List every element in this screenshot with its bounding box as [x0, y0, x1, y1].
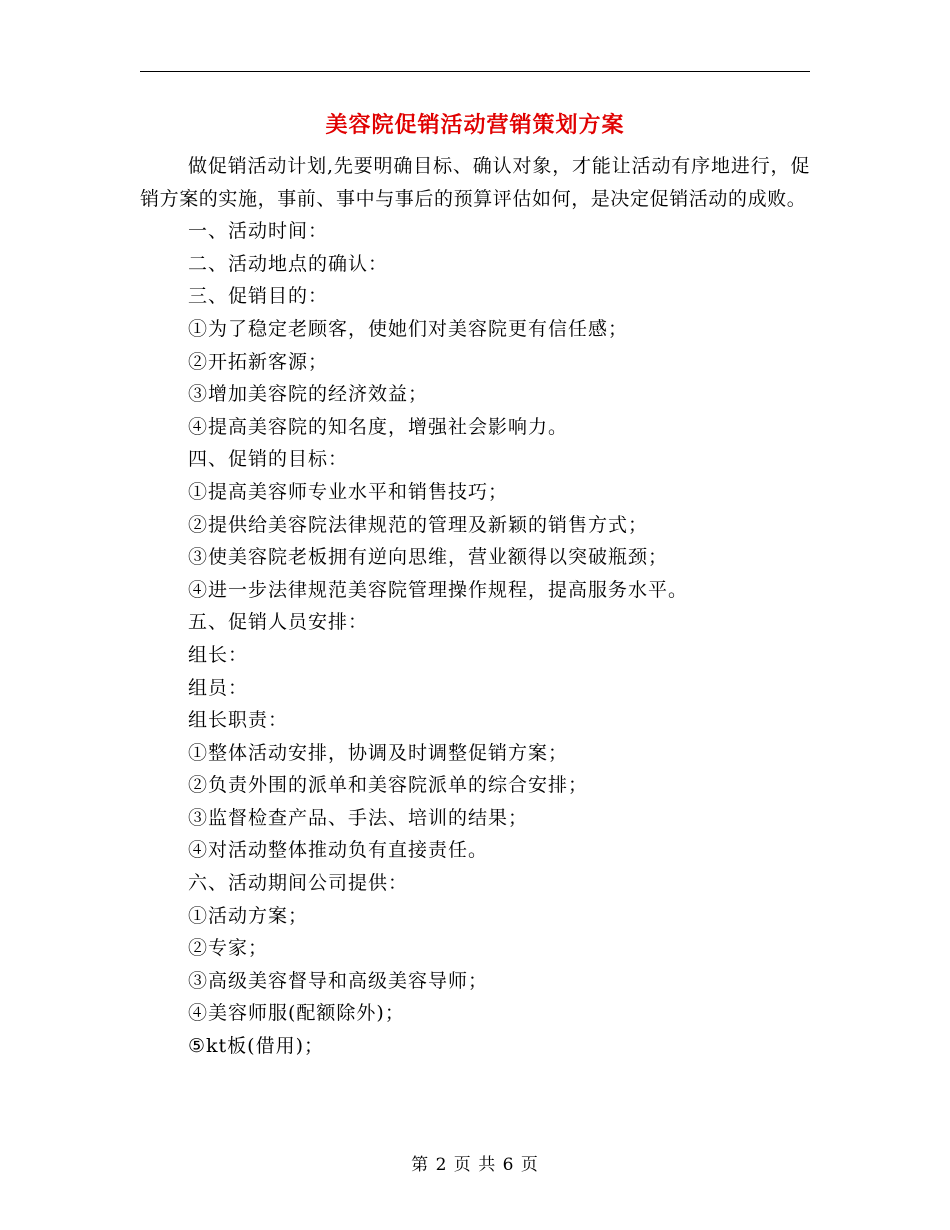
list-item: ②负责外围的派单和美容院派单的综合安排； [188, 774, 589, 797]
document-body [140, 150, 810, 1063]
list-item: ②提供给美容院法律规范的管理及新颖的销售方式； [188, 513, 649, 536]
list-item: ②开拓新客源； [188, 350, 329, 373]
section-heading-provisions: 六、活动期间公司提供： [188, 872, 409, 895]
section-heading-goals: 四、促销的目标： [188, 448, 349, 471]
document-title: 美容院促销活动营销策划方案 [325, 112, 625, 138]
list-item: ④对活动整体推动负有直接责任。 [188, 839, 489, 862]
list-item: ①整体活动安排，协调及时调整促销方案； [188, 741, 569, 764]
section-heading-staff: 五、促销人员安排： [188, 611, 369, 634]
intro-paragraph: 做促销活动计划,先要明确目标、确认对象，才能让活动有序地进行，促销方案的实施，事前、事中与事后的预算评估如何，是决定促销活动的成败。 [140, 155, 810, 210]
list-item: ②专家； [188, 937, 269, 960]
list-item: ③使美容院老板拥有逆向思维，营业额得以突破瓶颈； [188, 546, 669, 569]
section-heading-time: 一、活动时间： [188, 220, 329, 243]
header-rule [140, 71, 810, 72]
section-heading-location: 二、活动地点的确认： [188, 252, 389, 275]
list-item: ④提高美容院的知名度，增强社会影响力。 [188, 415, 569, 438]
list-item: ③监督检查产品、手法、培训的结果； [188, 806, 529, 829]
list-item: 组员： [188, 676, 249, 699]
list-item: ①活动方案； [188, 904, 309, 927]
list-item: ③高级美容督导和高级美容导师； [188, 969, 489, 992]
list-item: 组长： [188, 643, 249, 666]
subsection-heading: 组长职责： [188, 709, 289, 732]
list-item: ④进一步法律规范美容院管理操作规程，提高服务水平。 [188, 578, 689, 601]
list-item: ①提高美容师专业水平和销售技巧； [188, 480, 509, 503]
section-heading-purpose: 三、促销目的： [188, 285, 329, 308]
list-item: ⑤kt板(借用)； [188, 1035, 325, 1058]
list-item: ③增加美容院的经济效益； [188, 383, 429, 406]
page-footer: 第 2 页 共 6 页 [411, 1155, 539, 1175]
list-item: ①为了稳定老顾客，使她们对美容院更有信任感； [188, 317, 629, 340]
list-item: ④美容师服(配额除外)； [188, 1002, 405, 1025]
